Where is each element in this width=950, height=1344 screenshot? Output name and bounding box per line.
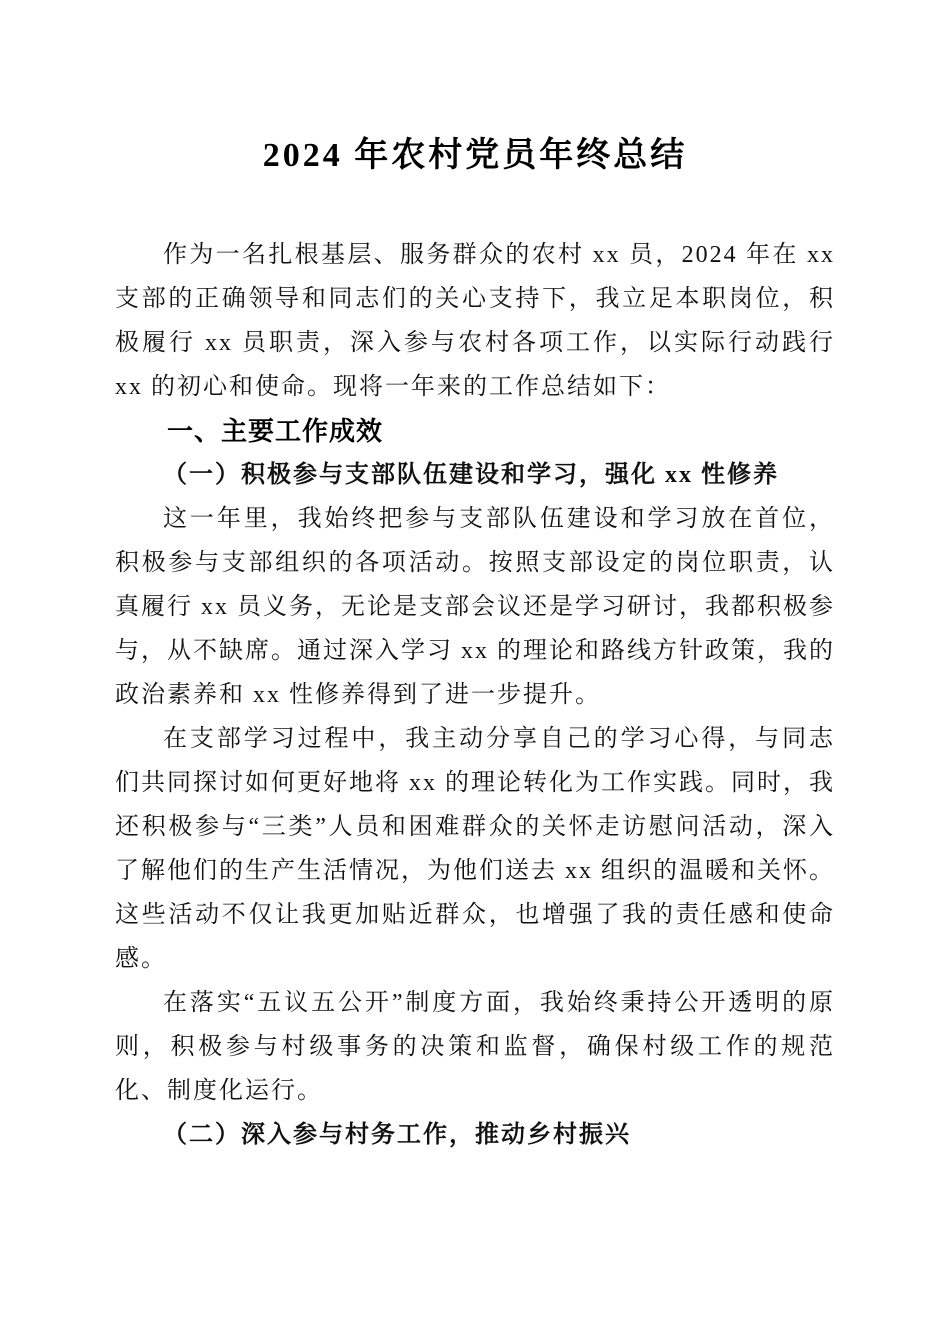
subsection-heading-1: （一）积极参与支部队伍建设和学习，强化 xx 性修养: [163, 462, 779, 488]
subsection-1-paragraph-3: 在落实“五议五公开”制度方面，我始终秉持公开透明的原则，积极参与村级事务的决策和监督，确保村级工作的规范化、制度化运行。: [115, 990, 835, 1104]
subsection-1-paragraph-1: 这一年里，我始终把参与支部队伍建设和学习放在首位，积极参与支部组织的各项活动。按照支部设定的岗位职责，认真履行 xx 员义务，无论是支部会议还是学习研讨，我都积极参与，从不缺席。通过深入学习 xx 的理论和路线方针政策，我的政治素养和 xx 性修养得到了进一步提升。: [115, 506, 835, 708]
intro-paragraph: 作为一名扎根基层、服务群众的农村 xx 员，2024 年在 xx 支部的正确领导和同志们的关心支持下，我立足本职岗位，积极履行 xx 员职责，深入参与农村各项工作，以实际行动践行 xx 的初心和使命。现将一年来的工作总结如下：: [115, 242, 835, 400]
document-title: 2024 年农村党员年终总结: [262, 137, 688, 174]
section-heading-main-achievements: 一、主要工作成效: [167, 416, 384, 446]
subsection-heading-2: （二）深入参与村务工作，推动乡村振兴: [163, 1122, 631, 1148]
subsection-1-paragraph-2: 在支部学习过程中，我主动分享自己的学习心得，与同志们共同探讨如何更好地将 xx 的理论转化为工作实践。同时，我还积极参与“三类”人员和困难群众的关怀走访慰问活动，深入了解他们的生产生活情况，为他们送去 xx 组织的温暖和关怀。这些活动不仅让我更加贴近群众，也增强了我的责任感和使命感。: [115, 726, 835, 972]
